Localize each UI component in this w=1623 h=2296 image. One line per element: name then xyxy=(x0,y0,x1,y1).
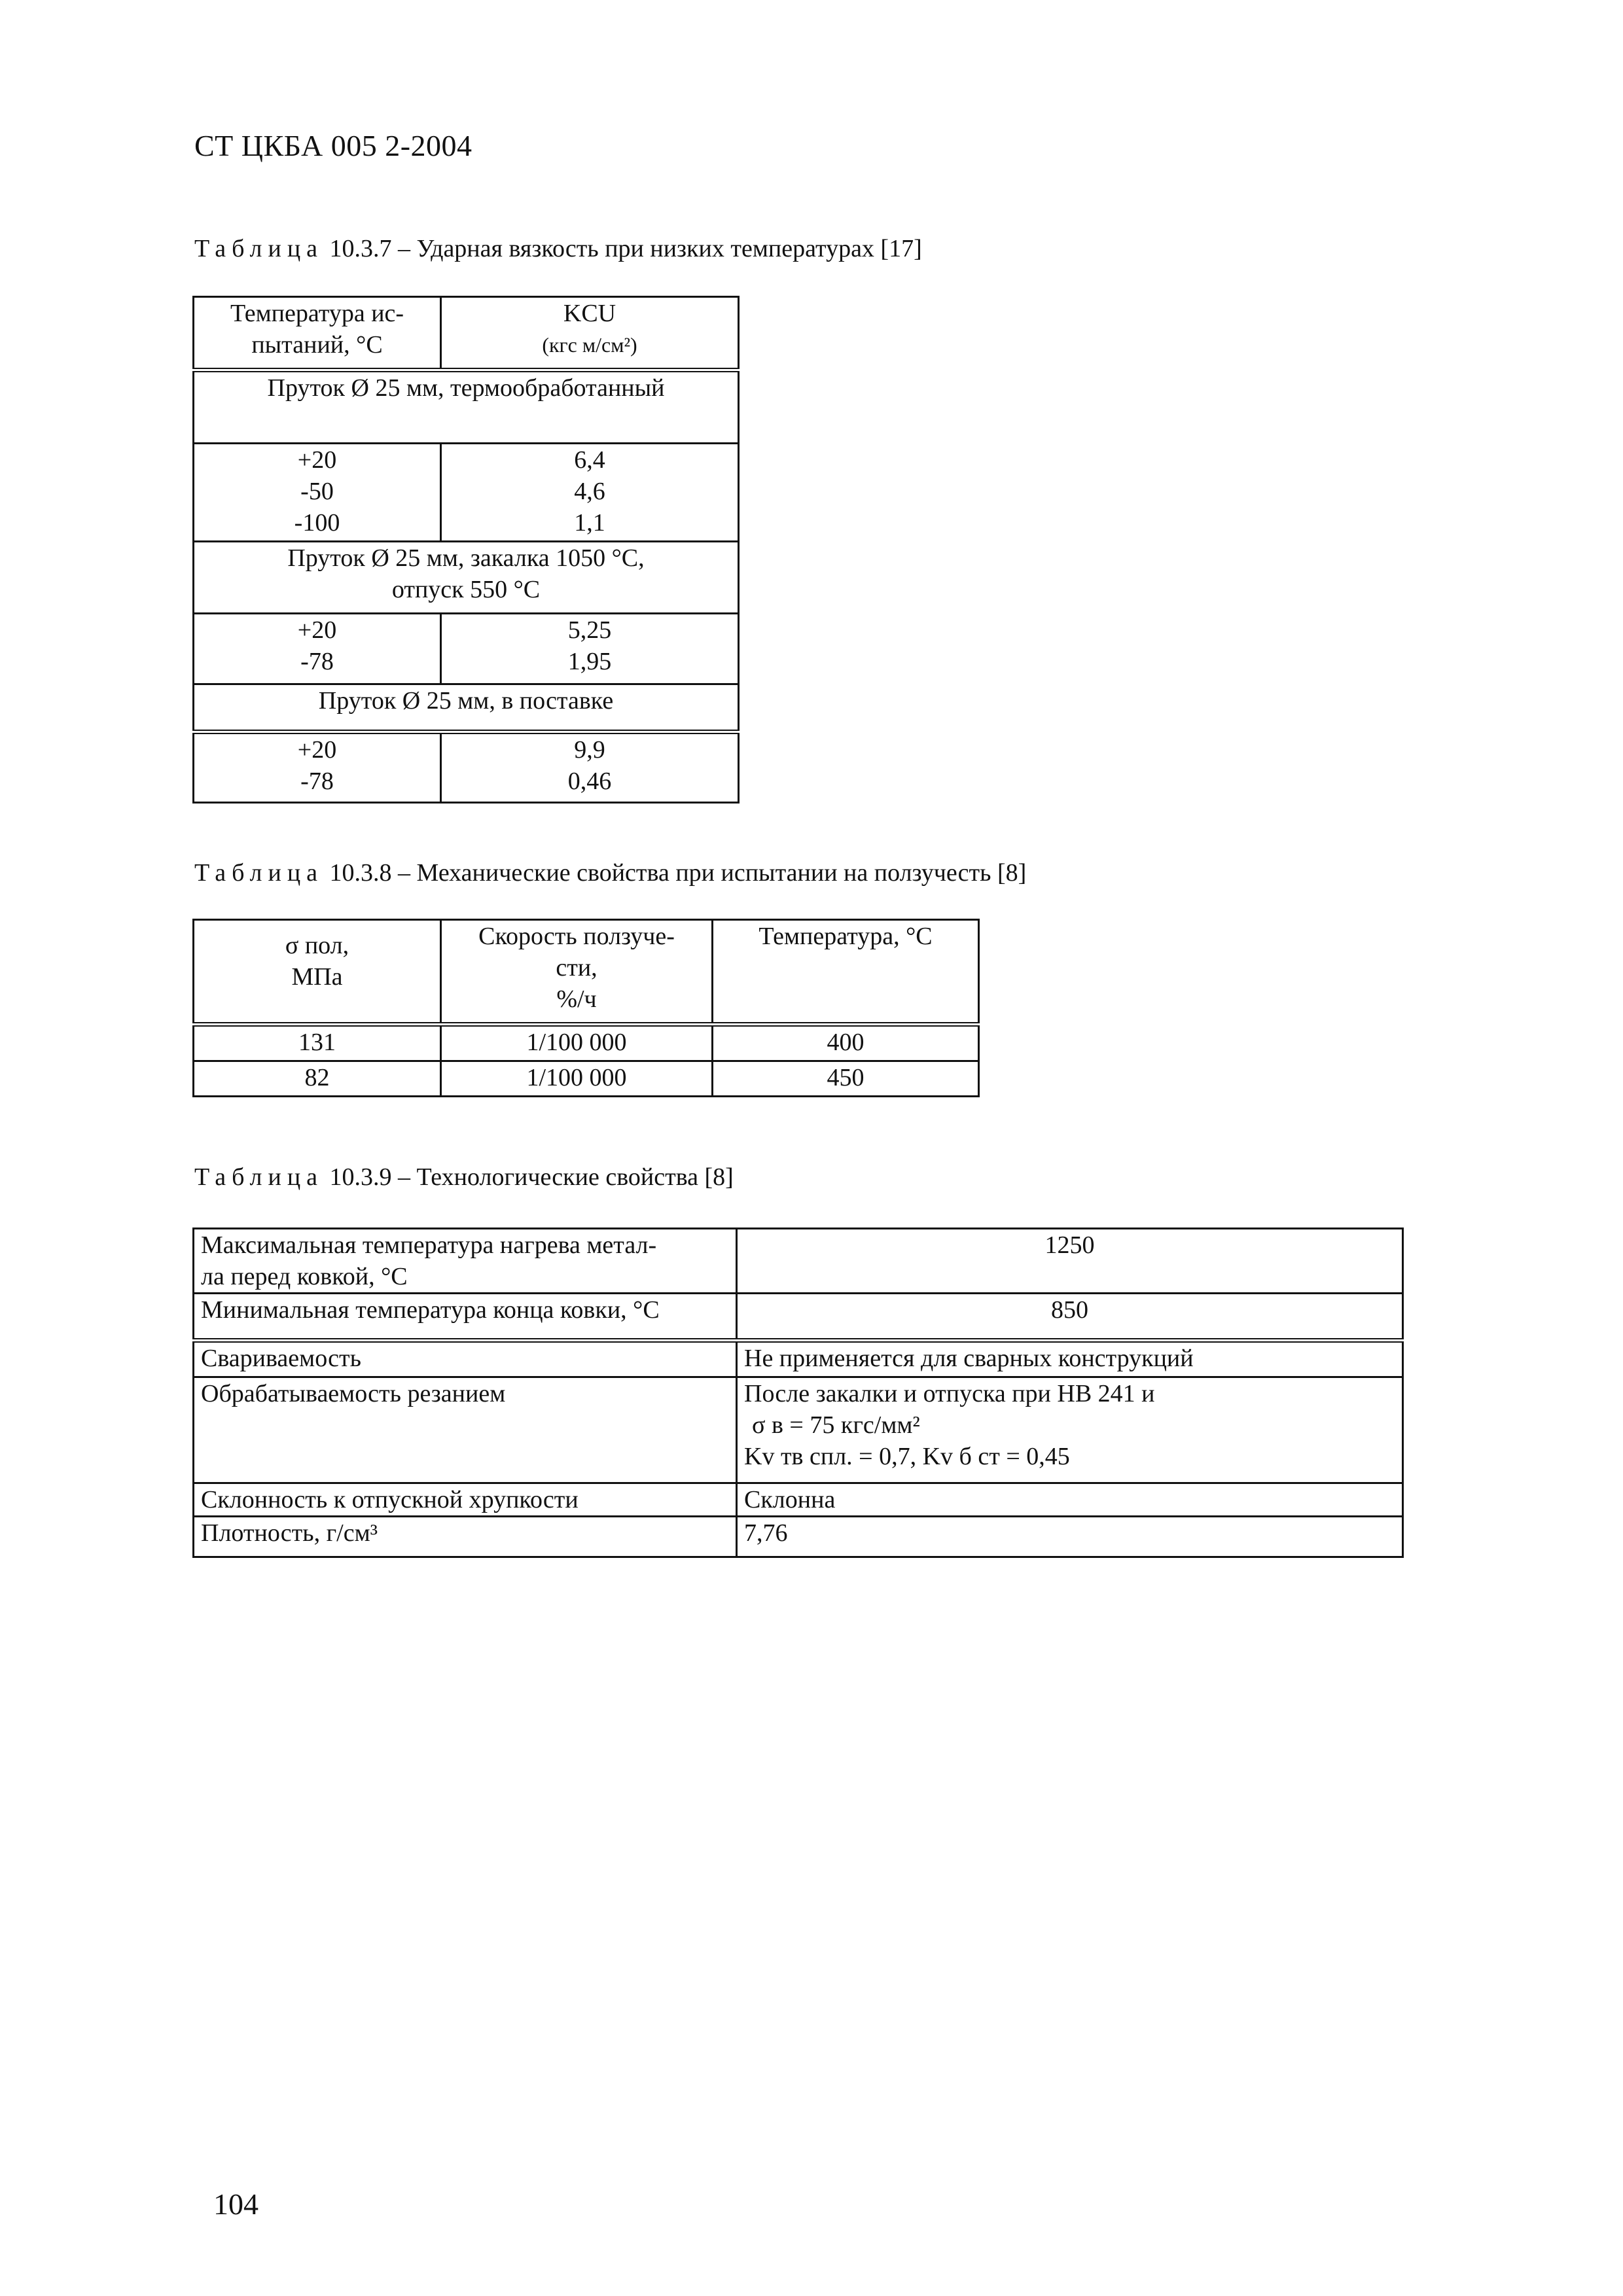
table2-cell: 131 xyxy=(194,1025,441,1061)
table3-value-cell: Склонна xyxy=(737,1483,1403,1517)
table3-property-cell: Минимальная температура конца ковки, °С xyxy=(194,1294,737,1341)
table1-caption-text: 10.3.7 – Ударная вязкость при низких температурах [17] xyxy=(329,235,922,262)
table2-caption-lead: Таблица xyxy=(194,859,324,887)
table3-value-cell: 1250 xyxy=(737,1229,1403,1294)
table1-temps-cell: +20 -78 xyxy=(194,732,441,803)
table1-temps-cell: +20 -78 xyxy=(194,614,441,684)
table2-header-creep-rate: Скорость ползуче- сти, %/ч xyxy=(441,920,713,1025)
table1-values-cell: 6,4 4,6 1,1 xyxy=(441,444,739,542)
table2-cell: 400 xyxy=(713,1025,979,1061)
table3-value-cell: После закалки и отпуска при HB 241 и σ в = 75 кгс/мм² Kv тв спл. = 0,7, Kv б ст = 0,45 xyxy=(737,1377,1403,1483)
table1-caption xyxy=(194,234,922,263)
table3-property-cell: Склонность к отпускной хрупкости xyxy=(194,1483,737,1517)
table1-group-title: Пруток Ø 25 мм, закалка 1050 °С, отпуск 550 °С xyxy=(194,542,739,614)
table3-property-cell: Свариваемость xyxy=(194,1341,737,1377)
table1-values-cell: 5,25 1,95 xyxy=(441,614,739,684)
table3-caption xyxy=(194,1163,734,1192)
table2-header-temperature: Температура, °С xyxy=(713,920,979,1025)
table3-caption-text: 10.3.9 – Технологические свойства [8] xyxy=(329,1163,734,1191)
table2-caption xyxy=(194,858,1026,887)
table3-value-cell: 7,76 xyxy=(737,1517,1403,1557)
table3-property-cell: Обрабатываемость резанием xyxy=(194,1377,737,1483)
creep-properties-table xyxy=(192,919,980,1097)
table3-caption-lead: Таблица xyxy=(194,1163,324,1191)
table3-property-cell: Максимальная температура нагрева метал- ла перед ковкой, °С xyxy=(194,1229,737,1294)
table1-values-cell: 9,9 0,46 xyxy=(441,732,739,803)
table3-value-cell: 850 xyxy=(737,1294,1403,1341)
table2-cell: 1/100 000 xyxy=(441,1025,713,1061)
table3-property-cell: Плотность, г/см³ xyxy=(194,1517,737,1557)
document-code: СТ ЦКБА 005 2-2004 xyxy=(194,129,473,162)
impact-toughness-table xyxy=(192,296,740,804)
table1-caption-lead: Таблица xyxy=(194,235,324,262)
page-number: 104 xyxy=(213,2187,259,2221)
table3-value-cell: Не применяется для сварных конструкций xyxy=(737,1341,1403,1377)
table2-caption-text: 10.3.8 – Механические свойства при испытании на ползучесть [8] xyxy=(329,859,1027,887)
table1-header-temperature: Температура ис- пытаний, °С xyxy=(194,297,441,370)
table2-cell: 450 xyxy=(713,1061,979,1097)
table2-cell: 82 xyxy=(194,1061,441,1097)
table2-cell: 1/100 000 xyxy=(441,1061,713,1097)
technological-properties-table xyxy=(192,1227,1404,1558)
table2-header-stress: σ пол, МПа xyxy=(194,920,441,1025)
table1-group-title: Пруток Ø 25 мм, в поставке xyxy=(194,684,739,732)
table1-header-kcu: KCU (кгс м/см²) xyxy=(441,297,739,370)
table1-group-title: Пруток Ø 25 мм, термообработанный xyxy=(194,370,739,444)
table1-temps-cell: +20 -50 -100 xyxy=(194,444,441,542)
